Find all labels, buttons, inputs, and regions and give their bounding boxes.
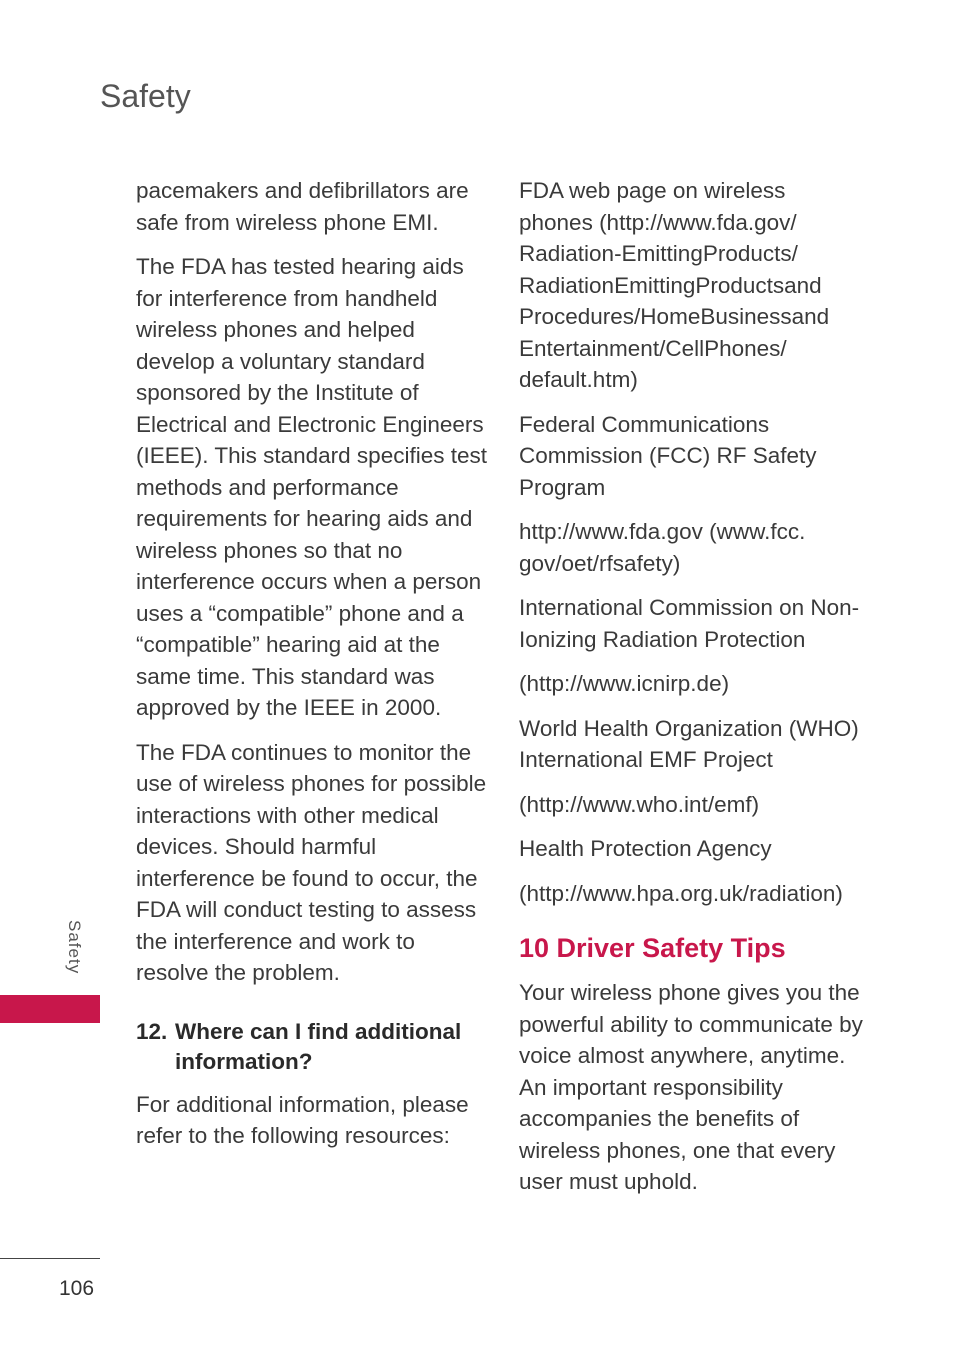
body-paragraph: The FDA continues to monitor the use of wireless phones for possible interactions with other medical devices. Should harmful interference be found to occur, the FDA will conduct testing to assess the interference and work to resolve the problem. bbox=[136, 739, 487, 985]
side-tab-label: Safety bbox=[65, 920, 84, 975]
question-heading bbox=[136, 1017, 492, 1077]
resource-link: (http://www.who.int/emf) bbox=[519, 791, 760, 817]
body-paragraph: pacemakers and defibrillators are safe from wireless phone EMI. bbox=[136, 178, 469, 235]
section-body: Your wireless phone gives you the powerful ability to communicate by voice almost anywhere, anytime. An important responsibility accompanies the benefits of wireless phones, one that every user must uphold. bbox=[519, 980, 863, 1194]
page-title: Safety bbox=[100, 78, 191, 114]
resource-item: Federal Communications Commission (FCC) RF Safety Program bbox=[519, 411, 817, 500]
page-number: 106 bbox=[59, 1277, 95, 1300]
resource-item: International Commission on Non-Ionizing Radiation Protection bbox=[519, 595, 860, 652]
resource-item: Health Protection Agency bbox=[519, 836, 772, 861]
resource-link: (http://www.hpa.org.uk/radiation) bbox=[519, 880, 843, 906]
question-number: 12. bbox=[136, 1018, 168, 1044]
body-paragraph: For additional information, please refer to the following resources: bbox=[136, 1091, 469, 1148]
resource-item: World Health Organization (WHO) International EMF Project bbox=[519, 715, 859, 772]
left-column bbox=[136, 175, 492, 1165]
footer-rule bbox=[0, 1258, 100, 1259]
resource-item: FDA web page on wireless phones (http://www.fda.gov/ Radiation-EmittingProducts/ RadiationEmittingProductsand Procedures/HomeBusinessand Entertainment/CellPhones/ default.htm) bbox=[519, 178, 830, 392]
section-heading: 10 Driver Safety Tips bbox=[519, 933, 786, 963]
question-text: Where can I find additional information? bbox=[175, 1018, 462, 1074]
body-paragraph: The FDA has tested hearing aids for interference from handheld wireless phones and helped develop a voluntary standard sponsored by the Institute of Electrical and Electronic Engineers (IEEE). This standard specifies test methods and performance requirements for hearing aids and wireless phones so that no interference occurs when a person uses a “compatible” phone and a “compatible” hearing aid at the same time. This standard was approved by the IEEE in 2000. bbox=[136, 254, 487, 720]
resource-item: http://www.fda.gov (www.fcc. gov/oet/rfsafety) bbox=[519, 519, 806, 576]
side-tab-marker bbox=[0, 995, 100, 1023]
resource-link: (http://www.icnirp.de) bbox=[519, 671, 730, 696]
right-column bbox=[519, 175, 881, 1211]
